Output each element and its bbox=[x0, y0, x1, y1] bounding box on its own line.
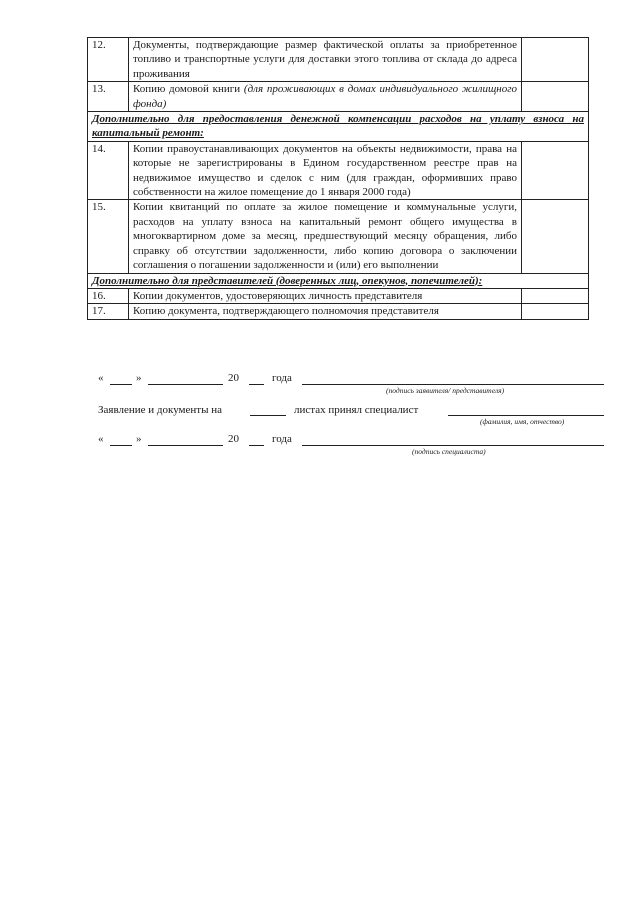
section-heading: Дополнительно для предоставления денежной компенсации расходов на уплату взноса на капитальный ремонт: bbox=[88, 112, 589, 142]
row-number: 16. bbox=[88, 288, 129, 303]
row-number: 13. bbox=[88, 82, 129, 112]
specialist-name-field[interactable] bbox=[448, 415, 604, 416]
close-quote: » bbox=[136, 433, 142, 445]
day-blank-applicant[interactable] bbox=[110, 384, 132, 385]
row-mark-cell bbox=[522, 38, 589, 82]
sheets-count-blank[interactable] bbox=[250, 415, 286, 416]
row-text: Документы, подтверждающие размер фактической оплаты за приобретенное топливо и транспортные услуги для доставки этого топлива от склада до адреса проживания bbox=[129, 38, 522, 82]
row-mark-cell bbox=[522, 200, 589, 273]
row-text: Копии квитанций по оплате за жилое помещение и коммунальные услуги, расходов на уплату взноса на капитальный ремонт общего имущества в многоквартирном доме за месяц, предшествующий месяцу обращения, либо справку об отсутствии задолженности, либо копию договора о заключении соглашения о погашении задолженности и (или) его выполнении bbox=[129, 200, 522, 273]
row-mark-cell bbox=[522, 304, 589, 319]
specialist-signature-hint: (подпись специалиста) bbox=[412, 447, 486, 456]
year-prefix: 20 bbox=[228, 372, 239, 384]
row-text: Копии правоустанавливающих документов на объекты недвижимости, права на которые не зарегистрированы в Едином государственном реестре прав на недвижимое имущество и сделок с ним (для граждан, оформивших право собственности на жилое помещение до 1 января 2000 года) bbox=[129, 141, 522, 200]
month-blank-applicant[interactable] bbox=[148, 384, 223, 385]
table-row bbox=[88, 200, 589, 273]
row-mark-cell bbox=[522, 141, 589, 200]
section-row bbox=[88, 273, 589, 288]
close-quote: » bbox=[136, 372, 142, 384]
section-heading: Дополнительно для представителей (доверенных лиц, опекунов, попечителей): bbox=[88, 273, 589, 288]
year-word: года bbox=[272, 433, 292, 445]
row-text: Копии документов, удостоверяющих личность представителя bbox=[129, 288, 522, 303]
row-text-note: (для проживающих в домах индивидуального жилищного фонда) bbox=[133, 83, 517, 110]
row-number: 12. bbox=[88, 38, 129, 82]
open-quote: « bbox=[98, 372, 104, 384]
open-quote: « bbox=[98, 433, 104, 445]
year-blank-specialist[interactable] bbox=[249, 445, 264, 446]
row-number: 14. bbox=[88, 141, 129, 200]
applicant-signature-field[interactable] bbox=[302, 384, 604, 385]
year-prefix: 20 bbox=[228, 433, 239, 445]
day-blank-specialist[interactable] bbox=[110, 445, 132, 446]
section-row bbox=[88, 112, 589, 142]
table-row bbox=[88, 38, 589, 82]
accepted-suffix: листах принял специалист bbox=[294, 404, 419, 416]
year-blank-applicant[interactable] bbox=[249, 384, 264, 385]
year-word: года bbox=[272, 372, 292, 384]
applicant-signature-hint: (подпись заявителя/ представителя) bbox=[386, 386, 505, 395]
row-text: Копию документа, подтверждающего полномочия представителя bbox=[129, 304, 522, 319]
specialist-name-hint: (фамилия, имя, отчество) bbox=[480, 417, 565, 426]
month-blank-specialist[interactable] bbox=[148, 445, 223, 446]
row-mark-cell bbox=[522, 82, 589, 112]
row-number: 15. bbox=[88, 200, 129, 273]
row-mark-cell bbox=[522, 288, 589, 303]
table-row bbox=[88, 141, 589, 200]
accepted-prefix: Заявление и документы на bbox=[98, 404, 223, 416]
table-row bbox=[88, 288, 589, 303]
row-number: 17. bbox=[88, 304, 129, 319]
table-row bbox=[88, 82, 589, 112]
row-text bbox=[129, 82, 522, 112]
documents-table bbox=[87, 37, 589, 320]
specialist-signature-field[interactable] bbox=[302, 445, 604, 446]
row-text-plain: Копию домовой книги bbox=[133, 83, 244, 96]
table-row bbox=[88, 304, 589, 319]
